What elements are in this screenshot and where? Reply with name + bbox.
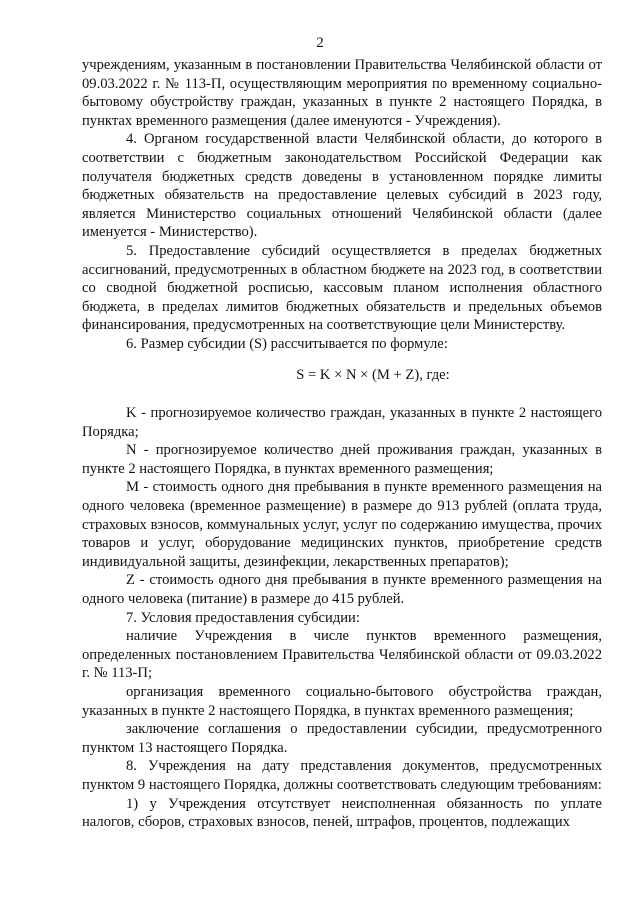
subsidy-formula: S = K × N × (M + Z), где: [296,366,450,383]
page-number: 2 [316,35,324,51]
condition-2: организация временного социально-бытового обустройства граждан, указанных в пункте 2 настоящего Порядка, в пунктах временного размещения; [82,684,602,719]
definition-m: M - стоимость одного дня пребывания в пункте временного размещения на одного человека (временное размещение) в размере до 913 рублей (оплата труда, страховых взносов, коммунальных услуг, услуг по содержанию имущества, прочих товаров и услуг, оборудование медицинских пунктов, приобретение средств индивидуальной защиты, дезинфекции, лекарственных препаратов); [82,479,602,570]
definition-k: K - прогнозируемое количество граждан, указанных в пункте 2 настоящего Порядка; [82,405,602,440]
paragraph-item-4: 4. Органом государственной власти Челябинской области, до которого в соответствии с бюджетным законодательством Российской Федерации как получателя бюджетных средств доведены в установленном порядке лимиты бюджетных обязательств на предоставление целевых субсидий в 2023 году, является Министерство социальных отношений Челябинской области (далее именуется - Министерство). [82,131,602,241]
paragraph-continuation: учреждениям, указанным в постановлении Правительства Челябинской области от 09.03.2022 г. № 113-П, осуществляющим мероприятия по временному социально-бытовому обустройству граждан, указанных в пункте 2 настоящего Порядка, в пунктах временного размещения (далее именуются - Учреждения). [82,57,602,129]
document-body [82,56,602,832]
paragraph-item-7: 7. Условия предоставления субсидии: [126,609,360,626]
paragraph-item-8: 8. Учреждения на дату представления документов, предусмотренных пунктом 9 настоящего Порядка, должны соответствовать следующим требованиям: [82,758,602,793]
condition-1: наличие Учреждения в числе пунктов временного размещения, определенных постановлением Правительства Челябинской области от 09.03.2022 г. № 113-П; [82,628,602,682]
condition-3: заключение соглашения о предоставлении субсидии, предусмотренного пунктом 13 настоящего Порядка. [82,721,602,756]
paragraph-item-5: 5. Предоставление субсидий осуществляется в пределах бюджетных ассигнований, предусмотренных в областном бюджете на 2023 год, в соответствии со сводной бюджетной росписью, кассовым планом исполнения областного бюджета, в пределах лимитов бюджетных обязательств и предельных объемов финансирования, предусмотренных на соответствующие цели Министерству. [82,242,602,334]
definition-n: N - прогнозируемое количество дней проживания граждан, указанных в пункте 2 настоящего Порядка, в пунктах временного размещения; [82,442,602,477]
paragraph-item-6: 6. Размер субсидии (S) рассчитывается по формуле: [126,335,448,352]
requirement-1: 1) у Учреждения отсутствует неисполненная обязанность по уплате налогов, сборов, страховых взносов, пеней, штрафов, процентов, подлежащих [82,795,602,831]
definition-z: Z - стоимость одного дня пребывания в пункте временного размещения на одного человека (питание) в размере до 415 рублей. [82,572,602,608]
